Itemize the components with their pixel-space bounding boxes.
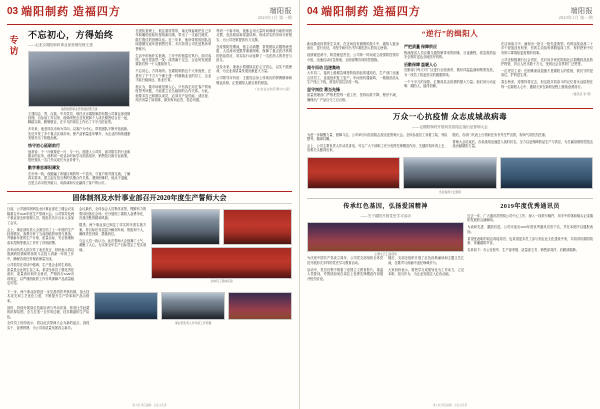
- section2-photo-caption: 事业部负责人作年度工作部署: [174, 321, 212, 325]
- article3-paragraph: 为庆祝中国共产党成立周年，公司党支部组织全体党员开展形式多样的党史学习教育活动。: [307, 256, 384, 265]
- article2-paragraph: 随后，各部门代表上台领取任务书并庄严宣誓，现场气氛热烈庄重。: [452, 132, 549, 137]
- article1-body: 一位老员工说：在困难面前退缩不是端阳人的性格，我们守的是岗位，护的是生命。: [501, 69, 593, 78]
- page-right: [300, 0, 600, 409]
- article2-paragraph: 会上，公司主要负责人作动员讲话，号召广大干部职工充分发挥先锋模范作用，关键时刻冲得上去、危难关头豁得出来。: [307, 143, 448, 153]
- article4-paragraph: 希望受表彰的同志再接再厉，也希望更多员工参与到企业文化建设中来，共同讲好端阳故事、传播端阳声音。: [467, 236, 593, 245]
- article1-body: 在这场战斗中，涌现出一批又一批先进典型。有的连续奋战二十多个昼夜没有回家，有的主动放弃休假返岗工作，有的把家中仅有的口罩捐给更需要的同事。: [501, 42, 593, 55]
- article2-body: [307, 133, 593, 156]
- lead-article: [7, 29, 292, 187]
- column-label-interview: 专访: [9, 35, 21, 56]
- article4-title: 2019年度优秀通讯员: [500, 203, 560, 210]
- article3-title: 传承红色基因，弘扬爱国精神: [343, 203, 428, 210]
- lead-body: 生活中的他朴实低调，工作中的他雷厉风行。面对成绩，他总是淡然一笑：成绩属于过去，企业的发展需要我们每一个人继续努力。: [135, 53, 212, 67]
- masthead-left: [7, 6, 292, 25]
- dateline-left: 2020年1月 第一期: [257, 15, 292, 20]
- article2-photo-row: [307, 157, 593, 189]
- article3-paragraph: 活动中，党员们集中观看了爱国主义教育影片，重温入党誓词，并围绕如何在岗位上发挥先锋模范作用展开热烈讨论。: [307, 267, 384, 281]
- lead-body: 他认为，做市场就是做人心。只有真正站在客户的角度思考问题，才能建立长久稳固的合作关系。为此，他要求自己和团队成员，必须对产品性能、适应症、用法用量了如指掌，做到有问必答、答必有据。: [135, 84, 212, 103]
- article1-body: 大年初二，接到上级紧急调拨防疫药品的通知后，生产部门迅速召回员工，连夜组织复工复产。车间里机器轰鸣，一箱箱药品从生产线上下线，被及时送往抗疫一线。: [307, 71, 399, 84]
- lead-subhead: 勤学善思厚积薄发: [28, 165, 60, 171]
- section2-body-lower: [7, 290, 292, 333]
- article1-byline: （通讯员 李 明）: [570, 91, 593, 96]
- masthead-title-right: 端阳制药 造福四方: [321, 6, 421, 18]
- article1-body: 物流配送人员克服交通管制带来的困难，日夜兼程，将急需药品安全准时送达各地医疗机构。: [404, 50, 496, 59]
- section2-paragraph: 下一步，两个事业部将进一步完善绩效考核机制，加大技术攻关和工艺优化力度，不断提升生产效率和产品合格率。: [7, 289, 90, 303]
- article2-subtitle: ——记端阳制药开展向抗疫阻击战出征誓师大会: [412, 124, 488, 129]
- section2-paragraph: 与会人员一致认为，此次誓师大会鼓舞了士气、凝聚了人心，为实现全年生产目标奠定了坚实基础。: [79, 238, 147, 252]
- article1-subhead: 严把质量 保障供应: [404, 44, 437, 49]
- section2-title: 固体制剂及水针事业部召开2020年度生产誓师大会: [72, 194, 227, 203]
- section2-photo-meeting: [94, 292, 158, 320]
- article1-subhead: 后勤保障 温暖人心: [404, 61, 437, 67]
- section2-paragraph: 同时，持续开展岗位技能培训与劳动竞赛，营造比学赶超的浓厚氛围，全力打造一支作风过硬、技术精湛的生产队伍。: [7, 305, 90, 319]
- article2-paragraph: 为进一步凝聚力量、鼓舞斗志，公司举行向抗疫阻击战出征誓师大会。全体参战员工身着工装，列队整齐，精神抖擞。: [307, 132, 448, 142]
- lead-photo-caption: 端阳制药事业部营销经理王建: [60, 108, 98, 111]
- article1-body: [307, 42, 593, 105]
- article4-paragraph: 过去一年，广大通讯员围绕公司中心工作，深入一线采写稿件，用手中的笔和镜头记录端阳发展的点滴瞬间。: [467, 213, 593, 223]
- article2-title: 万众一心抗疫情 众志成城战病毒: [392, 111, 508, 121]
- article3-photo-caption: 主题文艺汇演现场: [374, 252, 397, 256]
- section2-paragraph: 据悉，两个事业部已制定了详实的年度实施方案，将目标任务层层分解到车间、班组和个人，确保责任到岗、措施到位。: [79, 223, 147, 236]
- article3-subtitle: ——关于端阳开展党史学习活动: [360, 213, 411, 218]
- section2-paragraph: 公司领导在讲话中强调，生产是企业的生命线，质量是企业的生存之本。希望全体员工强化责任意识、质量意识和安全意识，严格执行GMP各项规定，以严谨细致的工作作风保障产品质量稳定可控。: [7, 263, 75, 286]
- section2-paragraph: 各车间负责人依次作了表态发言，纷纷表示将以饱满的热情和昂扬的斗志投入到新一年的工作中，确保各项任务保质保量完成。: [7, 247, 75, 261]
- section2-body: [7, 207, 292, 288]
- masthead-brand-left: [258, 6, 292, 21]
- lead-body: 谈及未来，他表示将继续以匠心守初心，以实干践使命，为企业高质量发展贡献更大力量。: [216, 64, 293, 74]
- lead-subhead: 恪守初心砥砺前行: [28, 143, 60, 149]
- brand-name-left: 端阳报: [269, 7, 292, 15]
- lead-title: 不忘初心，方得始终: [28, 30, 114, 40]
- section2-photo-row-top: [151, 209, 292, 245]
- lead-body: 他常说：干一行就要爱一行、专一行。刚进入公司时，面对陌生的行业和繁杂的业务，他利用一切业余时间学习药品知识、销售技巧和行业政策，很快便从一名门外汉成长为业务骨干。: [28, 149, 131, 163]
- lead-paragraph: 王建同志，男，汉族，中共党员，现任北京端阳制药有限公司事业部营销经理。自参加工作以来，他始终把企业发展和个人成长紧密结合在一起，脚踏实地、勤勉敬业，在平凡的岗位上作出了不平凡的业绩。: [28, 111, 131, 125]
- footer-left: 第 3 版 责任编辑：企业文化部: [132, 404, 167, 407]
- section2-photo-banner: [151, 247, 292, 279]
- article2-photo-caption: 出征誓师大会现场: [438, 191, 462, 195]
- divider-article2: [307, 108, 593, 109]
- section2-photo-award: [228, 292, 292, 320]
- lead-body: 在疫情防控期间，他主动请缨，带领团队克服物流受阻、人员流动受限等重重困难，保障了重点医疗机构的药品供应，用实际行动诠释了一名医药人的责任与担当。: [216, 44, 293, 62]
- article2-photo-donation: [500, 157, 593, 189]
- page-number-right: 04: [307, 6, 319, 17]
- article1-body: 后勤部门每天对厂区进行全面消杀，做好体温监测和物资发放，为一线员工筑起坚实的健康防线。: [404, 68, 496, 77]
- article1-body: 公司还积极履行社会责任，先后向多家医院和社区捐赠药品及防护物资，折合人民币数十万元，受到社会各界的广泛赞誉。: [501, 57, 593, 67]
- lead-portrait-photo: [28, 51, 130, 107]
- section2-paragraph: 会上，事业部负责人全面总结了上一年度的生产经营情况，客观分析了当前面临的形势与挑战，并就新年度的生产计划、质量目标、安全管理和成本控制等重点工作作了详细部署。: [7, 227, 75, 245]
- section2-photo-team: [161, 292, 225, 320]
- dateline-right: 2020年1月 第一期: [558, 15, 593, 20]
- lead-body: 不忘初心，方得始终。在端阳制药这个大家庭里，正是有了千千万万个像王建一样兢兢业业的员工，企业才能行稳致远、基业长青。: [135, 69, 212, 83]
- article1-subhead: 坚守岗位 勇当先锋: [307, 86, 340, 92]
- section2-photo-row-bottom: [94, 292, 292, 320]
- page-number-left: 03: [7, 6, 19, 17]
- section2-photo-hall: [151, 209, 220, 245]
- brand-name-right: 端阳报: [570, 7, 593, 15]
- section2-paragraph: 日前，公司固体制剂及水针事业部在三楼会议室隆重召开2020年度生产誓师大会。公司领导及两个事业部全体管理人员、班组长共计百余人参加了会议。: [7, 207, 75, 225]
- section2-photo-caption: 全体员工集体宣誓: [210, 280, 233, 284]
- section2-photo-oath: [223, 209, 292, 245]
- article1-body: 质量管理部门严格把控每一道工序，坚持标准不降、程序不减，确保出厂产品百分之百合格。: [307, 93, 399, 102]
- masthead-title-left: 端阳制药 造福四方: [21, 6, 121, 18]
- article3-paragraph: 大家纷纷表示，要把学习成果转化为工作动力，立足本职、担当作为，为企业发展注入红色动能。: [388, 267, 465, 277]
- divider-bottom: [307, 198, 593, 199]
- lead-body: 公司领导评价说：王建同志身上体现出的拼搏精神和敬业品格，正是端阳人最宝贵的财富。: [216, 76, 293, 85]
- article2-photo-banner: [307, 157, 400, 189]
- article1-subhead: 闻令而动 迅速集结: [307, 64, 340, 70]
- bottom-articles: [307, 202, 593, 284]
- section-banner-production: [7, 191, 292, 204]
- lead-paragraph: 多年来，他坚持以市场为导向，以客户为中心，带领团队不断开拓创新，先后开发了多个重点区域市场，使产品销量连年攀升，为企业的持续健康发展作出了积极贡献。: [28, 127, 131, 141]
- lead-body: 在团队管理上，他注重传帮带，毫无保留地把自己多年积累的经验传授给新同事，带出了一支能打硬仗、敢打胜仗的营销队伍。近三年来，他所带领的团队连续超额完成年度销售任务，多次获得公司先进集体荣誉称号。: [135, 29, 212, 51]
- article1-body: 春去秋来，疫情终将过去，但这段共同奋斗的记忆将永远铭刻在每一位端阳人心中，激励大家在新的征程上继续奋勇前行。: [501, 80, 593, 89]
- lead-subtitle: ——记北京端阳制药事业部营销经理王建: [28, 43, 93, 47]
- article3-photo-performance: [307, 222, 464, 252]
- article3-paragraph: 随后，支部还组织开展了红色经典诵读和主题文艺汇演，在歌声与朗诵中追忆峥嵘岁月。: [388, 256, 465, 265]
- section2-paragraph: 全体员工纷纷表示，将以此次誓师大会为新的起点，真抓实干、奋勇拼搏，为公司高质量发展再立新功。: [7, 321, 90, 330]
- article1-body: 一个个平凡的身影，汇聚成抗击疫情的强大力量。他们用行动证明：端阳人，值得信赖。: [404, 79, 496, 89]
- article4-paragraph: 名单如下：办公室张华、生产部李强、质量部王芳、销售部刘洋、后勤部陈静。: [467, 247, 579, 252]
- masthead-right: [307, 6, 593, 25]
- article2-paragraph: 誓师大会结束后，各条战线迅速进入战时状态，全力以赴保障药品生产与供应，为打赢疫情防控阻击战贡献端阳力量。: [452, 139, 593, 148]
- section2-paragraph: 会议最后，全体参会人员集体宣誓，铿锵有力的誓词回荡在会场，充分展现了端阳人奋勇争先、决战决胜的精神风貌。: [79, 207, 147, 221]
- lead-body: 在市场一线，他跑遍了所辖区域的每一个县市，与客户面对面交流，了解真实需求，建立起互信互利的长期合作关系。遇到困难时，他从不退缩，总是主动寻找突破口，用真诚和专业赢得了客户的认可。: [28, 171, 131, 185]
- footer-right: 第 4 版 责任编辑：企业文化部: [432, 404, 468, 407]
- lead-byline: （文/企业文化部 图/办公室）: [253, 87, 293, 92]
- article1-title: “逆行”的缉阳人: [421, 29, 479, 38]
- lead-body: 每到一个新市场，他都会用大量时间调研当地的用药习惯、竞品格局和渠道结构，形成详实的市场分析报告，为公司决策提供有力支撑。: [216, 29, 293, 42]
- article1-paragraph: 疫情就是命令，防控就是责任。公司第一时间成立疫情防控领导小组，迅速启动应急预案，全面部署各项防控措施。: [307, 53, 399, 62]
- article4-paragraph: 为表彰先进、激励后进，公司评选出2019年度优秀通讯员若干名，并在本期予以通报表扬。: [467, 225, 593, 234]
- article2-photo-oath: [403, 157, 496, 189]
- article1-paragraph: 新冠肺炎疫情发生以来，在这场没有硝烟的战斗中，端阳人挺身而出、逆行出征，用坚守和付出书写着医药人的初心使命。: [307, 42, 399, 51]
- masthead-brand-right: [559, 6, 593, 21]
